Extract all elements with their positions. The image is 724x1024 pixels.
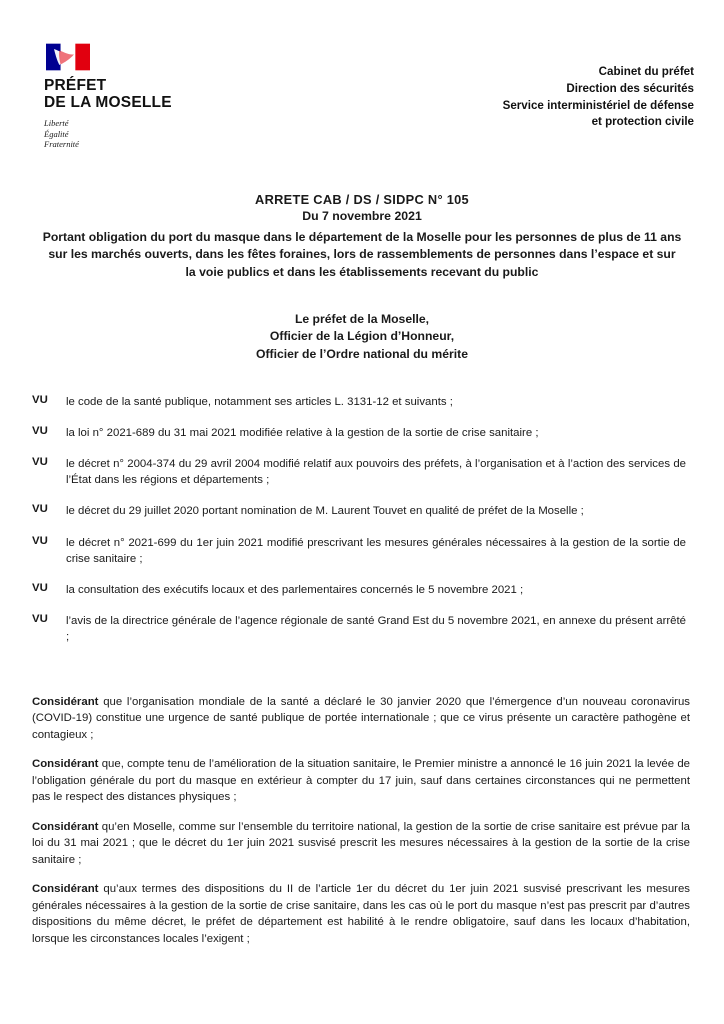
considerant-label: Considérant (32, 820, 102, 833)
vu-list (32, 394, 690, 646)
motto-liberte: Liberté (44, 117, 69, 128)
vu-text: la consultation des exécutifs locaux et des parlementaires concernés le 5 novembre 2021 ; (66, 583, 524, 596)
considerant-label: Considérant (32, 883, 104, 896)
page-title (36, 192, 688, 280)
vu-label: VU (32, 456, 48, 469)
vu-item (32, 613, 690, 645)
considerant-text: que l’organisation mondiale de la santé a déclaré le 30 janvier 2020 que l’émergence d’un nouveau coronavirus (COVID-19) constitue une urgence de santé publique de portée internationale ; que ce virus présente un caractère pathogène et contagieux ; (32, 695, 690, 741)
considerant-list (32, 694, 690, 948)
issuing-service-line-4: et protection civile (591, 115, 694, 129)
considerant-text: que, compte tenu de l’amélioration de la situation sanitaire, le Premier ministre a annoncé le 16 juin 2021 la levée de l’obligation générale du port du masque en extérieur à compter du 17 juin, sauf dans certaines circonstances qui ne permettent pas le respect des distances physiques ; (32, 758, 690, 804)
signatory-line-1: Le préfet de la Moselle, (294, 311, 430, 326)
considerant-item (32, 756, 690, 806)
vu-item (32, 394, 690, 410)
prefecture-name-line1: PRÉFET (44, 77, 107, 94)
vu-text: la loi n° 2021-689 du 31 mai 2021 modifiée relative à la gestion de la sortie de crise sanitaire ; (66, 426, 539, 439)
issuing-service-line-2: Direction des sécurités (566, 81, 694, 95)
vu-label: VU (32, 424, 48, 437)
considerant-text: qu’aux termes des dispositions du II de l’article 1er du décret du 1er juin 2021 susvisé prescrivant les mesures générales nécessaires à la gestion de la sortie de crise sanitaire, dans les cas où le port du masque n’est pas prescrit par d’autres dispositions du même décret, le préfet de département est habilité à le rendre obligatoire, sauf dans les locaux d’habitation, lorsque les circonstances locales l’exigent ; (32, 883, 691, 945)
signatory-line-2: Officier de la Légion d’Honneur, (269, 329, 455, 344)
considerant-text: qu’en Moselle, comme sur l’ensemble du territoire national, la gestion de la sortie de crise sanitaire est prévue par la loi du 31 mai 2021 ; que le décret du 1er juin 2021 susvisé prescrit les mesures nécessaires à la gestion de la sortie de la crise sanitaire ; (32, 820, 690, 866)
considerant-label: Considérant (32, 758, 102, 771)
vu-text: le décret n° 2004-374 du 29 avril 2004 modifié relatif aux pouvoirs des préfets, à l’organisation et à l’action des services de l’État dans les régions et départements ; (66, 458, 686, 487)
prefecture-branding (44, 42, 172, 150)
motto-fraternite: Fraternité (44, 139, 79, 150)
vu-label: VU (32, 613, 48, 626)
vu-label: VU (32, 393, 48, 406)
decree-date: Du 7 novembre 2021 (302, 209, 422, 224)
vu-item (32, 425, 690, 441)
motto-egalite: Égalité (44, 128, 69, 139)
french-flag-icon (46, 42, 90, 72)
vu-item (32, 582, 690, 598)
vu-label: VU (32, 581, 48, 594)
vu-item (32, 503, 690, 519)
vu-text: l’avis de la directrice générale de l’agence régionale de santé Grand Est du 5 novembre 2021, en annexe du présent arrêté ; (66, 615, 686, 644)
vu-text: le décret n° 2021-699 du 1er juin 2021 modifié prescrivant les mesures générales nécessaires à la gestion de la sortie de crise sanitaire ; (66, 536, 686, 565)
prefecture-name (44, 77, 172, 112)
vu-item (32, 456, 690, 488)
decree-object: Portant obligation du port du masque dans le département de la Moselle pour les personnes de plus de 11 ans sur les marchés ouverts, dans les fêtes foraines, lors de rassemblements de personnes dans l’espace et sur la voie publics et dans les établissements recevant du public (42, 230, 682, 279)
issuing-service-line-1: Cabinet du préfet (598, 65, 694, 78)
considerant-item (32, 819, 690, 869)
vu-label: VU (32, 534, 48, 547)
vu-label: VU (32, 503, 48, 516)
considerant-label: Considérant (32, 695, 104, 708)
prefecture-name-line2: DE LA MOSELLE (44, 94, 172, 112)
issuing-service (503, 42, 694, 131)
signatory-line-3: Officier de l’Ordre national du mérite (256, 346, 468, 361)
decree-reference: ARRETE CAB / DS / SIDPC N° 105 (255, 192, 469, 208)
vu-item (32, 535, 690, 567)
considerant-item (32, 881, 690, 947)
republic-motto (44, 118, 79, 151)
document-header (0, 0, 724, 150)
considerant-item (32, 694, 690, 744)
vu-text: le décret du 29 juillet 2020 portant nomination de M. Laurent Touvet en qualité de préfet de la Moselle ; (66, 505, 584, 518)
vu-text: le code de la santé publique, notamment ses articles L. 3131-12 et suivants ; (66, 395, 453, 408)
issuing-service-line-3: Service interministériel de défense (502, 98, 694, 112)
signatory-block (0, 311, 724, 364)
